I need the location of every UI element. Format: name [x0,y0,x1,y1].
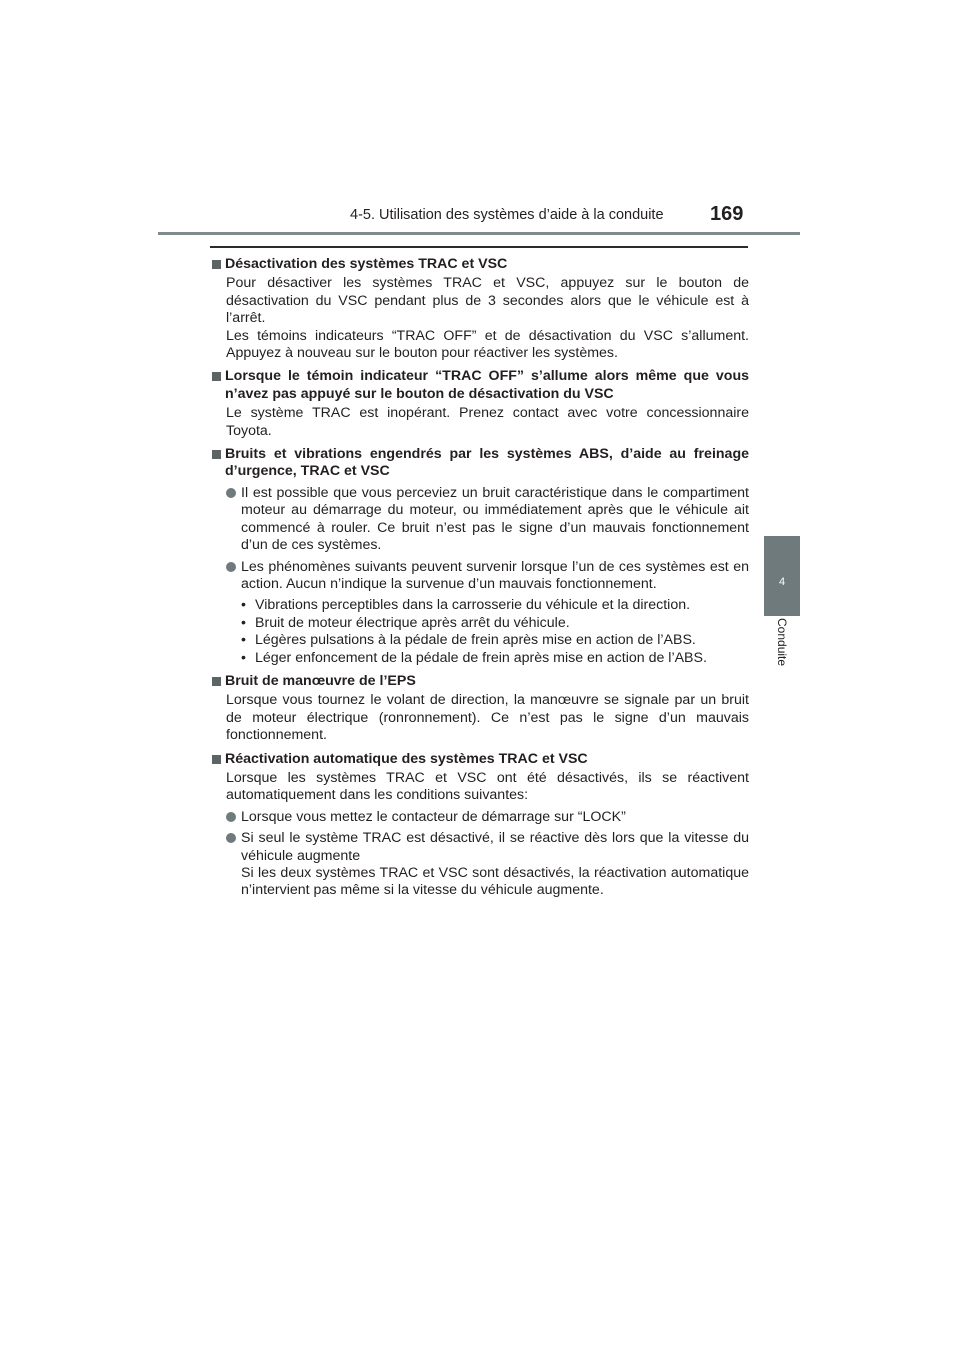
circle-bullet-icon [226,562,236,572]
section-trac-vsc-deactivation [212,256,749,362]
chapter-label: Conduite [775,618,789,667]
sub-list-item: • Bruit de moteur électrique après arrêt du véhicule. [241,614,570,631]
sub-list-item: • Léger enfoncement de la pédale de frein après mise en action de l’ABS. [241,649,707,666]
paragraph: Lorsque vous tournez le volant de direction, la manœuvre se signale par un bruit de moteur électrique (ronronnement). Ce n’est pas le signe d’un mauvais fonctionnement. [226,692,749,744]
square-bullet-icon [212,450,221,459]
section-automatic-reactivation [212,751,749,900]
square-bullet-icon [212,677,221,686]
sub-list-item: • Vibrations perceptibles dans la carrosserie du véhicule et la direction. [241,597,691,614]
dot-bullet-icon: • [241,614,246,631]
section-title: Réactivation automatique des systèmes TRAC et VSC [212,751,749,768]
section-title: Bruit de manœuvre de l’EPS [212,673,749,690]
header-section-title: 4-5. Utilisation des systèmes d’aide à la conduite [350,207,664,223]
square-bullet-icon [212,372,221,381]
square-bullet-icon [212,755,221,764]
section-title: Désactivation des systèmes TRAC et VSC [212,256,749,273]
section-noise-vibrations [212,446,749,667]
section-title: Bruits et vibrations engendrés par les systèmes ABS, d’aide au freinage d’urgence, TRAC et VSC [212,446,749,481]
list-item: Les phénomènes suivants peuvent survenir lorsque l’un de ces systèmes est en action. Aucun n’indique la survenue d’un mauvais fonctionnement. [212,559,749,594]
sub-list [212,597,749,667]
sub-list-item: • Légères pulsations à la pédale de frein après mise en action de l’ABS. [241,632,696,649]
dot-bullet-icon: • [241,632,246,649]
content-top-rule [210,246,748,248]
list-item: Il est possible que vous perceviez un bruit caractéristique dans le compartiment moteur au démarrage du moteur, ou immédiatement après que le véhicule ait commencé à rouler. Ce bruit n’est pas le signe d’un mauvais fonctionnement d’un de ces systèmes. [212,485,749,555]
dot-bullet-icon: • [241,597,246,614]
header-rule [158,232,800,235]
circle-bullet-icon [226,833,236,843]
section-trac-off-indicator [212,368,749,440]
square-bullet-icon [212,260,221,269]
page-content [212,256,749,906]
page-number: 169 [710,203,744,225]
paragraph: Pour désactiver les systèmes TRAC et VSC, appuyez sur le bouton de désactivation du VSC pendant plus de 3 secondes alors que le véhicule est à l’arrêt. Les témoins indicateurs “TRAC OFF” et de désactivation du VSC s’allument. Appuyez à nouveau sur le bouton pour réactiver les systèmes. [226,275,749,362]
paragraph: Lorsque les systèmes TRAC et VSC ont été désactivés, ils se réactivent automatiquement dans les conditions suivantes: [226,769,749,804]
circle-bullet-icon [226,488,236,498]
dot-bullet-icon: • [241,649,246,666]
chapter-number: 4 [778,576,786,588]
list-item: Lorsque vous mettez le contacteur de démarrage sur “LOCK” [212,809,749,826]
paragraph: Le système TRAC est inopérant. Prenez contact avec votre concessionnaire Toyota. [226,405,749,439]
circle-bullet-icon [226,812,236,822]
section-title: Lorsque le témoin indicateur “TRAC OFF” s’allume alors même que vous n’avez pas appuyé sur le bouton de désactivation du VSC [212,368,749,403]
section-eps-noise [212,673,749,745]
list-item: Si seul le système TRAC est désactivé, il se réactive dès lors que la vitesse du véhicule augmente Si les deux systèmes TRAC et VSC sont désactivés, la réactivation automatique n’intervient pas même si la vitesse du véhicule augmente. [212,830,749,900]
